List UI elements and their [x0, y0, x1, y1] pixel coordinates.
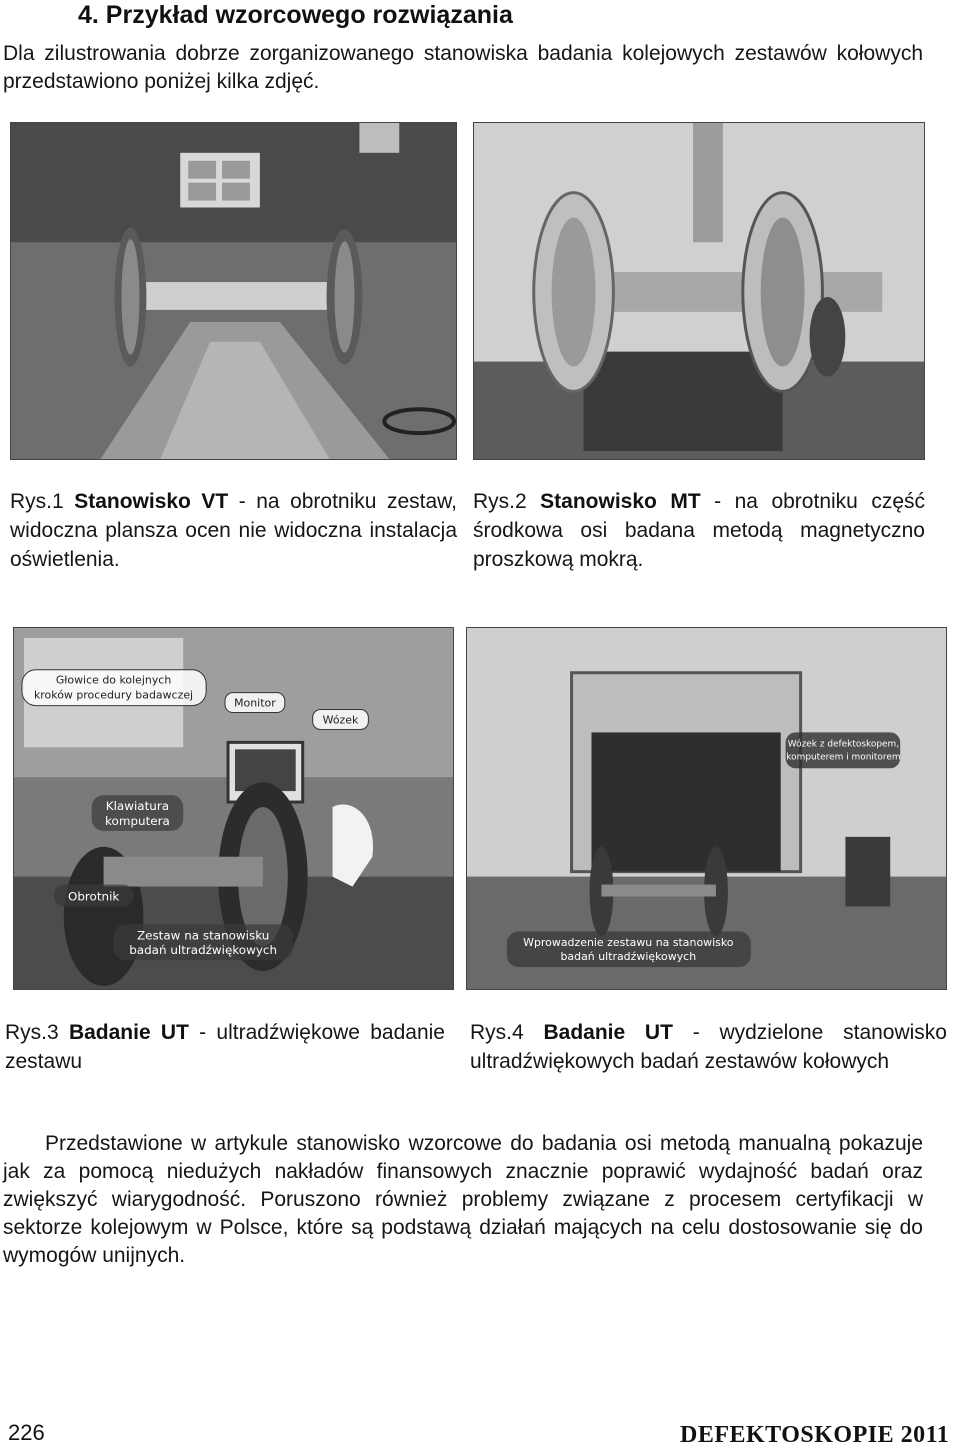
figure-1-caption: [10, 487, 457, 574]
label-keyboard-line2: komputera: [105, 813, 170, 828]
conclusion-paragraph: Przedstawione w artykule stanowisko wzorcowe do badania osi metodą manualną pokazuje jak za pomocą niedużych nakładów finansowych znacznie poprawić wydajność badań oraz zwiększyć wiarygodność. Poruszono również problemy związane z procesem certyfikacji w sektorze kolejowym w Polsce, które są podstawą działań mających na celu dostosowanie się do wymogów unijnych.: [3, 1132, 923, 1267]
figure-2-number: Rys.2: [473, 490, 527, 513]
label-heads-line1: Głowice do kolejnych: [55, 673, 172, 687]
label-cart4-line2: komputerem i monitorem: [786, 752, 901, 763]
photo-ut-dedicated-station: [466, 627, 947, 990]
label-entry-line2: badań ultradźwiękowych: [560, 950, 697, 964]
figure-2-title: Stanowisko MT: [540, 490, 701, 513]
intro-paragraph: Dla zilustrowania dobrze zorganizowanego stanowiska badania kolejowych zestawów kołowych przedstawiono poniżej kilka zdjęć.: [3, 42, 923, 93]
figure-4-description: - wydzielone stanowisko ultradźwiękowych badań zestawów kołowych: [470, 1021, 947, 1073]
figure-2-caption: [473, 487, 925, 574]
page-number: 226: [8, 1420, 45, 1445]
figure-3-title: Badanie UT: [68, 1021, 189, 1044]
label-entry-line1: Wprowadzenie zestawu na stanowisko: [523, 936, 734, 950]
figure-4-title: Badanie UT: [543, 1021, 673, 1044]
journal-name: DEFEKTOSKOPIE 2011: [680, 1422, 950, 1448]
photo-mt-station: [473, 122, 925, 460]
figure-4-number: Rys.4: [470, 1021, 524, 1044]
figure-4-caption: [470, 1018, 947, 1076]
label-turntable: Obrotnik: [67, 889, 120, 904]
figure-1-number: Rys.1: [10, 490, 64, 513]
figure-3-number: Rys.3: [5, 1021, 59, 1044]
figure-3-description: - ultradźwiękowe badanie zestawu: [5, 1021, 445, 1073]
figure-2-description: - na obrotniku część środkowa osi badana metodą magnetyczno proszkową mokrą.: [473, 490, 925, 571]
label-wheelset-line1: Zestaw na stanowisku: [136, 928, 270, 943]
label-heads-line2: kroków procedury badawczej: [33, 688, 194, 702]
figure-1-title: Stanowisko VT: [74, 490, 229, 513]
figure-1-description: - na obrotniku zestaw, widoczna plansza ocen nie widoczna instalacja oświetlenia.: [10, 490, 457, 571]
label-wheelset-line2: badań ultradźwiękowych: [129, 943, 278, 958]
section-heading: 4. Przykład wzorcowego rozwiązania: [78, 1, 513, 29]
photo-vt-station: [10, 122, 457, 460]
label-keyboard-line1: Klawiatura: [105, 798, 170, 813]
label-cart4-line1: Wózek z defektoskopem,: [787, 739, 900, 750]
label-monitor: Monitor: [234, 696, 276, 710]
figure-3-caption: [5, 1018, 445, 1076]
photo-ut-testing: [13, 627, 454, 990]
label-cart: Wózek: [322, 713, 359, 727]
